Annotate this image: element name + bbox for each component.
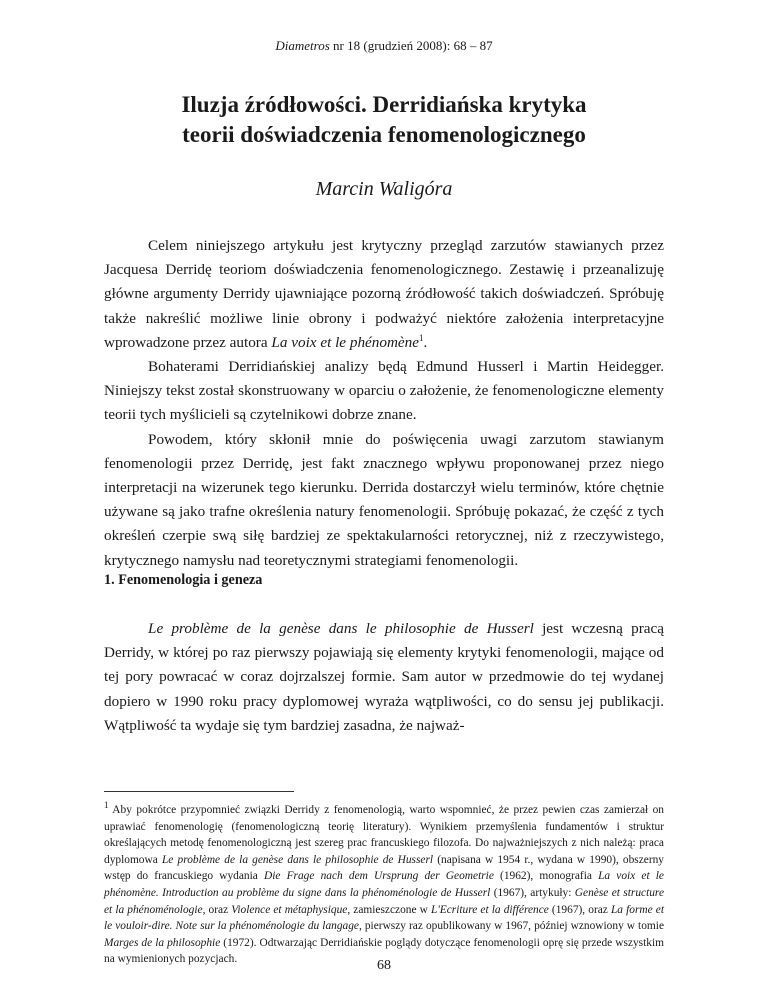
footnote-text: Aby pokrótce przypomnieć związki Derridy z fenomenologią, warto wspomnieć, że przez pewien czas zamierzał on uprawiać fenomenologię (fenomenologiczną teorię literatury). Wynikiem przemyślenia fundamentów i struktur określających metodę fenomenologiczną jest szereg prac francuskiego filozofa. Do najważniejszych z nich należą: praca dyplomowa bbox=[104, 804, 664, 866]
cited-work: Genèse et structure et la phénoménologie bbox=[104, 886, 665, 916]
footnote-text: , oraz bbox=[202, 903, 232, 916]
paragraph-end: . bbox=[423, 333, 428, 351]
article-title bbox=[104, 90, 664, 150]
section-1-body bbox=[104, 617, 664, 738]
author-name: Marcin Waligóra bbox=[315, 178, 453, 200]
cited-work: La voix et le phénomène bbox=[271, 333, 420, 351]
footnote-text: , zamieszczone w bbox=[347, 903, 431, 916]
title-line-1: Iluzja źródłowości. Derridiańska krytyka bbox=[181, 92, 587, 117]
footnote-1 bbox=[104, 802, 664, 968]
cited-work: Le problème de la genèse dans le philosophie de Husserl bbox=[148, 620, 534, 637]
footnote-text: (napisana w 1954 r., wydana w 1990), obszerny wstęp do francuskiego wydania bbox=[104, 853, 665, 883]
intro-paragraph-3: Powodem, który skłonił mnie do poświęcenia uwagi zarzutom stawianym fenomenologii przez Derridę, jest fakt znacznego wpływu proponowanej przez niego interpretacji na wizerunek tego kierunku. Derrida dostarczył wielu terminów, które chętnie używane są jako trafne określenia natury fenomenologii. Spróbuję pokazać, że część z tych określeń czerpie swą siłę bardziej ze spektakularności retorycznej, niż z rzeczywistego, krytycznego namysłu nad teoretycznymi strategiami fenomenologii. bbox=[104, 430, 664, 569]
introduction bbox=[104, 234, 664, 573]
cited-work: L'Ecriture et la différence bbox=[430, 903, 549, 916]
paragraph-text: Celem niniejszego artykułu jest krytyczny przegląd zarzutów stawianych przez Jacquesa Derridę teoriom doświadczenia fenomenologicznego. Zestawię i przeanalizuję główne argumenty Derridy ujawniające pozorną źródłowość takich doświadczeń. Spróbuję także nakreślić możliwe linie obrony i podważyć niektóre założenia interpretacyjne wprowadzone przez autora bbox=[104, 237, 664, 351]
cited-work: Marges de la philosophie bbox=[104, 936, 221, 949]
footnote-text: (1967), oraz bbox=[548, 903, 611, 916]
cited-work: Die Frage nach dem Ursprung der Geometrie bbox=[264, 870, 494, 883]
journal-name: Diametros bbox=[275, 38, 330, 53]
cited-work: La forme et le vouloir-dire. Note sur la phénoménologie du langage bbox=[104, 903, 665, 933]
issue-info: nr 18 (grudzień 2008): 68 – 87 bbox=[329, 38, 493, 53]
footnote-text: (1972). Odtwarzając Derridiańskie poglądy dotyczące fenomenologii oprę się przede wszystkim na wymienionych pozycjach. bbox=[104, 936, 664, 966]
cited-work: Le problème de la genèse dans le philosophie de Husserl bbox=[161, 853, 434, 866]
page-number: 68 bbox=[377, 958, 391, 973]
paragraph-text: jest wczesną pracą Derridy, w której po raz pierwszy pojawiają się elementy krytyki fenomenologii, mające od tej pory powracać w coraz dojrzalszej formie. Sam autor w przedmowie do tej wydanej dopiero w 1990 roku pracy dyplomowej wyraża wątpliwości, co do sensu jej publikacji. Wątpliwość ta wydaje się tym bardziej zasadna, że najważ- bbox=[104, 620, 664, 734]
footnote-text: (1967), artykuły: bbox=[490, 886, 575, 899]
footnote-reference[interactable]: 1 bbox=[419, 332, 424, 343]
title-line-2: teorii doświadczenia fenomenologicznego bbox=[182, 122, 586, 147]
section-paragraph bbox=[104, 617, 664, 738]
footnote-mark: 1 bbox=[104, 800, 109, 811]
intro-paragraph-1 bbox=[104, 234, 664, 355]
footnote-text: (1962), monografia bbox=[493, 870, 599, 883]
intro-paragraph-2: Bohaterami Derridiańskiej analizy będą Edmund Husserl i Martin Heidegger. Niniejszy tekst został skonstruowany w oparciu o założenie, że fenomenologiczne elementy teorii tych myślicieli są czytelnikowi dobrze znane. bbox=[104, 358, 664, 424]
cited-work: Violence et métaphysique bbox=[231, 903, 348, 916]
footnote-text: , pierwszy raz opublikowany w 1967, później wznowiony w tomie bbox=[358, 920, 664, 933]
section-heading: 1. Fenomenologia i geneza bbox=[104, 572, 263, 588]
running-header bbox=[104, 38, 664, 54]
footnote-divider bbox=[104, 791, 294, 792]
cited-work: La voix et le phénomène. Introduction au problème du signe dans la phénoménologie de Husserl bbox=[104, 870, 664, 899]
